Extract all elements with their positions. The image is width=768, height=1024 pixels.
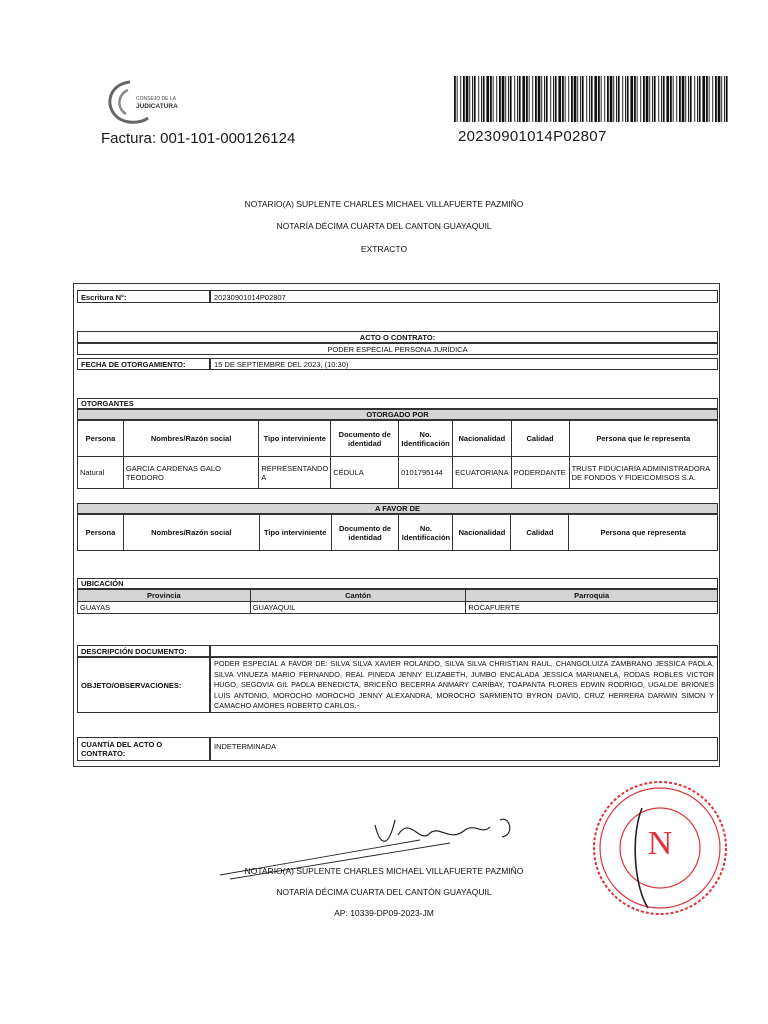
barcode-number: 20230901014P02807 <box>458 128 607 145</box>
ubicacion-label: UBICACIÓN <box>77 578 718 589</box>
header-tipo: Tipo interviniente <box>259 421 331 457</box>
header2-persona: Persona <box>78 515 124 551</box>
acto-value: PODER ESPECIAL PERSONA JURÍDICA <box>77 343 718 355</box>
header-documento: Documento de identidad <box>331 421 399 457</box>
otorgantes-label: OTORGANTES <box>77 398 718 409</box>
cell-parroquia: ROCAFUERTE <box>466 602 718 614</box>
cell-provincia: GUAYAS <box>78 602 251 614</box>
otorgado-por-header: OTORGADO POR <box>77 409 718 420</box>
header-persona: Persona <box>78 421 124 457</box>
header2-calidad: Calidad <box>511 515 569 551</box>
cell-tipo: REPRESENTANDO A <box>259 457 331 489</box>
descripcion-label: DESCRIPCIÓN DOCUMENTO: <box>77 645 210 657</box>
cell-nacionalidad: ECUATORIANA <box>453 457 511 489</box>
a-favor-header: A FAVOR DE <box>77 503 718 514</box>
cell-persona: Natural <box>78 457 124 489</box>
svg-text:JUDICATURA: JUDICATURA <box>136 103 178 110</box>
escritura-label: Escritura N°: <box>77 290 210 303</box>
objeto-label: OBJETO/OBSERVACIONES: <box>77 657 210 713</box>
cell-documento: CÉDULA <box>331 457 399 489</box>
barcode <box>454 76 732 122</box>
svg-text:CONSEJO DE LA: CONSEJO DE LA <box>136 96 177 102</box>
ubicacion-table <box>77 589 718 614</box>
header-calidad: Calidad <box>511 421 569 457</box>
a-favor-table <box>77 514 718 551</box>
notary-stamp <box>590 778 730 918</box>
acto-label: ACTO O CONTRATO: <box>77 331 718 343</box>
header2-representa: Persona que representa <box>569 515 718 551</box>
cell-calidad: PODERDANTE <box>511 457 569 489</box>
table-row <box>78 602 718 614</box>
otorgado-por-table <box>77 420 718 489</box>
header-identificacion: No. Identificación <box>399 421 453 457</box>
judicatura-logo <box>100 74 200 126</box>
header-provincia: Provincia <box>78 590 251 602</box>
descripcion-value <box>210 645 718 657</box>
footer-ap: AP: 10339-DP09-2023-JM <box>334 908 434 918</box>
cell-canton: GUAYAQUIL <box>250 602 466 614</box>
cell-representa: TRUST FIDUCIARIA ADMINISTRADORA DE FONDOS Y FIDEICOMISOS S.A. <box>569 457 717 489</box>
escritura-value: 20230901014P02807 <box>210 290 718 303</box>
notaria-title: NOTARÍA DÉCIMA CUARTA DEL CANTON GUAYAQUIL <box>276 221 492 231</box>
notario-title: NOTARIO(A) SUPLENTE CHARLES MICHAEL VILLAFUERTE PAZMIÑO <box>244 199 524 209</box>
objeto-value: PODER ESPECIAL A FAVOR DE: SILVA SILVA XAVIER ROLANDO, SILVA SILVA CHRISTIAN RAUL, CHANGOLUIZA ZAMBRANO JESSICA PAOLA, SILVA VINUEZA MARIO FERNANDO, REAL PINEDA JENNY ELIZABETH, JUMBO ENCALADA JESSICA MARIANELA, RODAS ROBLES VICTOR HUGO, SEGOVIA GIL PAOLA BENEDICTA, BRICEÑO BECERRA ANMARY CARIBAY, TOAPANTA FLORES EDWIN RODRIGO, UGALDE BRIONES LUIS ANTONIO, MOROCHO MOROCHO JENNY ALEXANDRA, MOROCHO SARMIENTO BYRON DAVID, CRUZ HERRERA DARWIN SIMON Y CAMACHO AMORES ROBERTO CARLOS.- <box>210 657 718 713</box>
header2-documento: Documento de identidad <box>331 515 399 551</box>
header-nombres: Nombres/Razón social <box>123 421 258 457</box>
header-canton: Cantón <box>250 590 466 602</box>
fecha-value: 15 DE SEPTIEMBRE DEL 2023, (10:30) <box>210 358 718 370</box>
cuantia-label: CUANTÍA DEL ACTO O CONTRATO: <box>77 737 210 761</box>
svg-text:N: N <box>647 825 673 862</box>
header2-nombres: Nombres/Razón social <box>123 515 259 551</box>
footer-notario: NOTARIO(A) SUPLENTE CHARLES MICHAEL VILLAFUERTE PAZMIÑO <box>244 866 524 876</box>
header2-tipo: Tipo interviniente <box>259 515 331 551</box>
cell-nombres: GARCIA CARDENAS GALO TEODORO <box>123 457 258 489</box>
table-row <box>78 457 718 489</box>
factura-number: Factura: 001-101-000126124 <box>101 130 296 147</box>
cell-identificacion: 0101795144 <box>399 457 453 489</box>
header2-identificacion: No. Identificación <box>399 515 453 551</box>
header-nacionalidad: Nacionalidad <box>453 421 511 457</box>
cuantia-value: INDETERMINADA <box>210 737 718 761</box>
header2-nacionalidad: Nacionalidad <box>453 515 511 551</box>
header-parroquia: Parroquia <box>466 590 718 602</box>
footer-notaria: NOTARÍA DÉCIMA CUARTA DEL CANTÓN GUAYAQUIL <box>276 887 492 897</box>
extracto-title: EXTRACTO <box>360 244 408 254</box>
header-representa: Persona que le representa <box>569 421 717 457</box>
fecha-label: FECHA DE OTORGAMIENTO: <box>77 358 210 370</box>
